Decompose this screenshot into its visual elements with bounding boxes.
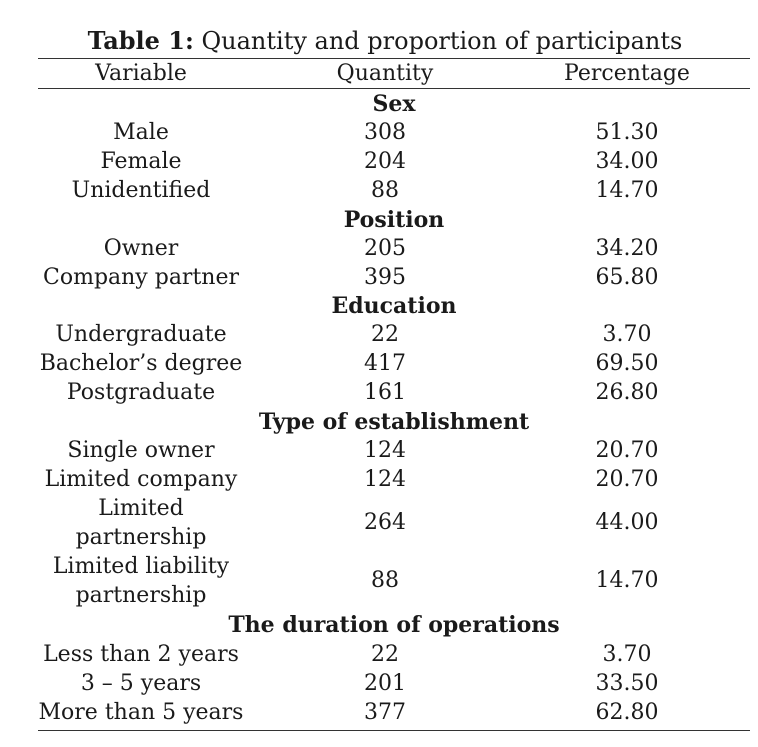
cell-percentage: 65.80	[595, 265, 659, 290]
table-row	[38, 465, 750, 494]
table-row	[38, 378, 750, 407]
cell-variable: Postgraduate	[66, 380, 216, 405]
cell-variable: Single owner	[67, 438, 215, 463]
cell-variable	[38, 552, 244, 610]
cell-percentage: 3.70	[602, 322, 652, 347]
table-row	[38, 118, 750, 147]
cell-percentage: 33.50	[595, 671, 659, 696]
section-title-type-of-establishment: Type of establishment	[258, 409, 530, 435]
cell-percentage: 20.70	[595, 438, 659, 463]
cell-quantity: 124	[364, 438, 406, 463]
table-row	[38, 349, 750, 378]
cell-variable: Undergraduate	[55, 322, 227, 347]
cell-quantity: 22	[371, 642, 399, 667]
header-variable: Variable	[95, 61, 187, 86]
cell-quantity: 395	[364, 265, 406, 290]
cell-quantity: 205	[364, 236, 406, 261]
cell-quantity: 201	[364, 671, 406, 696]
cell-percentage: 62.80	[595, 700, 659, 725]
section-title-duration-of-operations: The duration of operations	[228, 612, 560, 638]
cell-variable: Bachelor’s degree	[39, 351, 243, 376]
table-caption-label: Table 1:	[87, 26, 194, 55]
section-title-sex: Sex	[372, 91, 416, 117]
cell-variable: Female	[100, 149, 182, 174]
section-title-education: Education	[331, 293, 457, 319]
cell-quantity: 264	[364, 510, 406, 535]
cell-percentage: 14.70	[595, 568, 659, 593]
table-caption	[0, 25, 758, 57]
table-row	[38, 552, 750, 610]
cell-percentage: 26.80	[595, 380, 659, 405]
cell-percentage: 20.70	[595, 467, 659, 492]
table-row	[38, 263, 750, 292]
cell-variable-line-2: partnership	[75, 583, 207, 608]
cell-percentage: 44.00	[595, 510, 659, 535]
cell-percentage: 14.70	[595, 178, 659, 203]
table-row	[38, 176, 750, 205]
cell-quantity: 88	[371, 568, 399, 593]
cell-quantity: 88	[371, 178, 399, 203]
table-row	[38, 698, 750, 727]
cell-variable	[38, 494, 244, 552]
cell-variable: Unidentified	[71, 178, 211, 203]
cell-percentage: 3.70	[602, 642, 652, 667]
section-title-position: Position	[343, 207, 445, 233]
cell-variable: Owner	[103, 236, 179, 261]
cell-variable: Limited company	[44, 467, 238, 492]
table-row	[38, 640, 750, 669]
cell-percentage: 34.20	[595, 236, 659, 261]
table-top-rule	[38, 58, 750, 59]
table-row	[38, 234, 750, 263]
table-row	[38, 320, 750, 349]
cell-variable-line-2: partnership	[75, 525, 207, 550]
cell-variable-line-1: Limited	[98, 496, 184, 521]
cell-quantity: 377	[364, 700, 406, 725]
cell-variable: Company partner	[43, 265, 239, 290]
cell-quantity: 161	[364, 380, 406, 405]
cell-quantity: 204	[364, 149, 406, 174]
table-row	[38, 436, 750, 465]
table-row	[38, 669, 750, 698]
cell-variable: Male	[113, 120, 169, 145]
cell-variable: Less than 2 years	[43, 642, 239, 667]
cell-variable: 3 – 5 years	[80, 671, 202, 696]
cell-quantity: 417	[364, 351, 406, 376]
cell-percentage: 51.30	[595, 120, 659, 145]
cell-quantity: 124	[364, 467, 406, 492]
cell-variable: More than 5 years	[38, 700, 244, 725]
header-percentage: Percentage	[564, 61, 690, 86]
table-row	[38, 147, 750, 176]
cell-quantity: 308	[364, 120, 406, 145]
cell-variable-line-1: Limited liability	[52, 554, 230, 579]
table-caption-text: Quantity and proportion of participants	[201, 27, 683, 55]
table-row	[38, 494, 750, 552]
table-bottom-rule	[38, 730, 750, 731]
header-quantity: Quantity	[336, 61, 434, 86]
cell-quantity: 22	[371, 322, 399, 347]
table-header-row	[38, 60, 750, 88]
cell-percentage: 69.50	[595, 351, 659, 376]
cell-percentage: 34.00	[595, 149, 659, 174]
